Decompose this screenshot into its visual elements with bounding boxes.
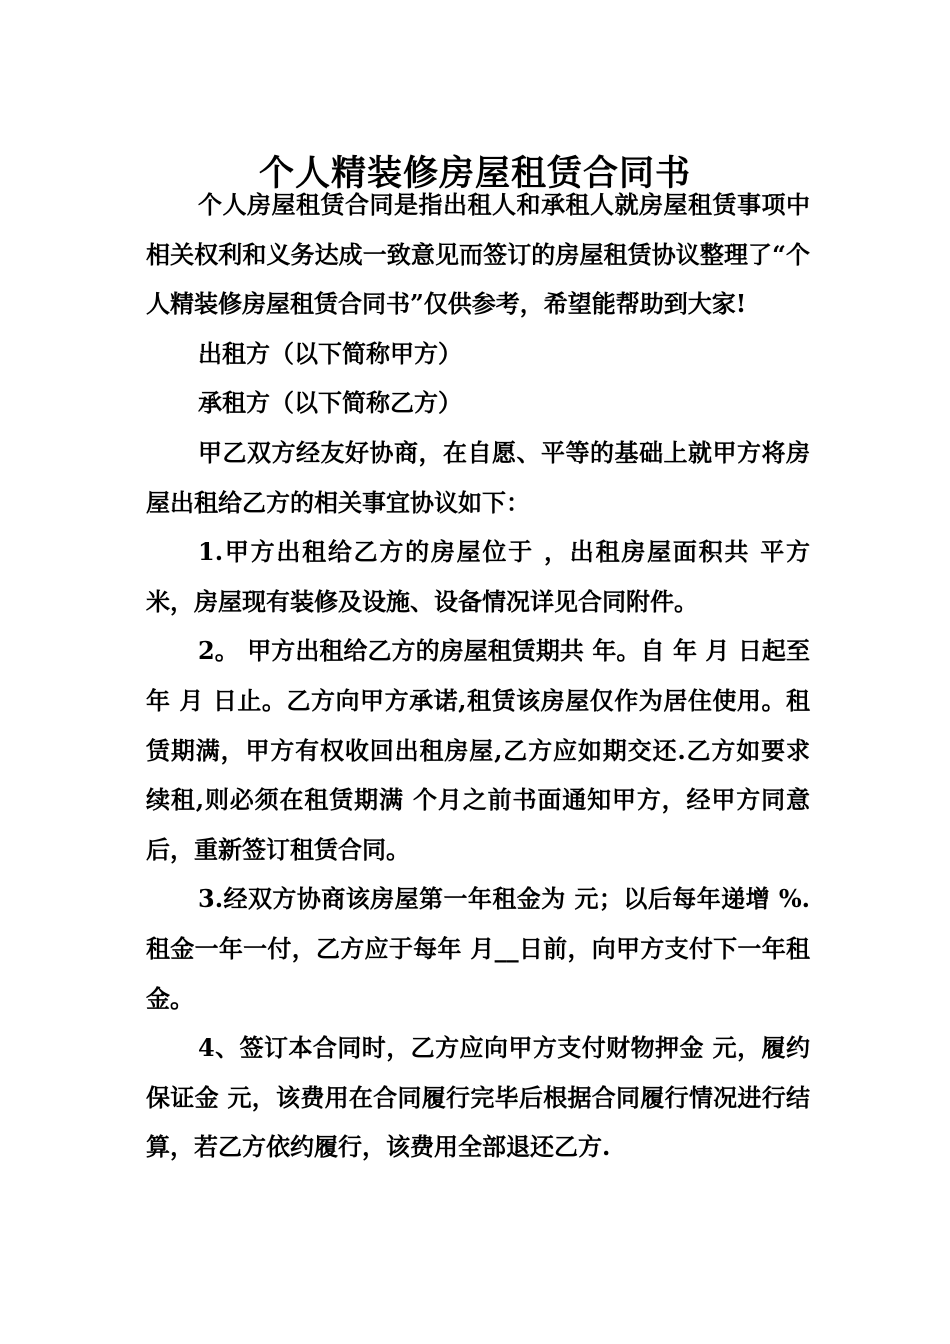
paragraph-intro: 个人房屋租赁合同是指出租人和承租人就房屋租赁事项中相关权利和义务达成一致意见而签订的房屋租赁协议整理了“个人精装修房屋租赁合同书”仅供参考，希望能帮助到大家!	[146, 190, 810, 319]
clause-4: 4、签订本合同时，乙方应向甲方支付财物押金 元，履约保证金 元，该费用在合同履行完毕后根据合同履行情况进行结算，若乙方依约履行，该费用全部退还乙方.	[146, 1033, 810, 1162]
clause-3: 3.经双方协商该房屋第一年租金为 元；以后每年递增 %.租金一年一付，乙方应于每年 月__日前，向甲方支付下一年租金。	[146, 884, 810, 1013]
document-title: 个人精装修房屋租赁合同书	[258, 153, 691, 195]
paragraph-lessor: 出租方（以下简称甲方）	[198, 338, 462, 368]
clause-2: 2。 甲方出租给乙方的房屋租赁期共 年。自 年 月 日起至 年 月 日止。乙方向甲方承诺,租赁该房屋仅作为居住使用。租赁期满，甲方有权收回出租房屋,乙方应如期交还.乙方如要求续租,则必须在租赁期满 个月之前书面通知甲方，经甲方同意后，重新签订租赁合同。	[146, 636, 810, 864]
document-body	[146, 180, 810, 1172]
paragraph-agreement: 甲乙双方经友好协商，在自愿、平等的基础上就甲方将房屋出租给乙方的相关事宜协议如下：	[146, 437, 810, 517]
clause-1: 1.甲方出租给乙方的房屋位于 ，出租房屋面积共 平方米，房屋现有装修及设施、设备情况详见合同附件。	[146, 537, 810, 616]
paragraph-lessee: 承租方（以下简称乙方）	[198, 388, 462, 418]
